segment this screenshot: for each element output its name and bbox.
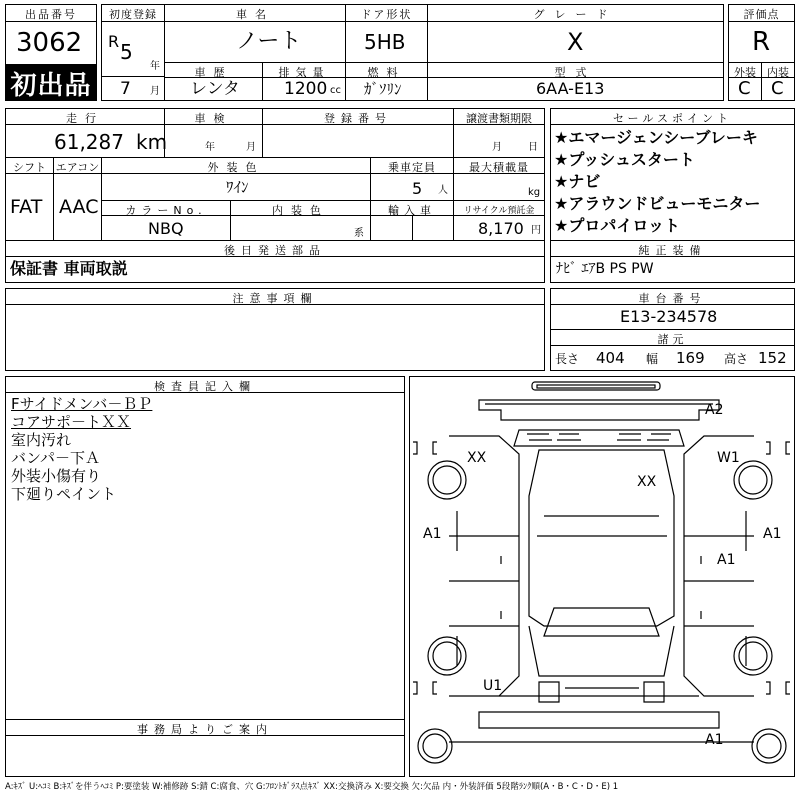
svg-text:U1: U1 (483, 678, 503, 694)
fuel-label: 燃料 (367, 66, 406, 79)
color-label: 外装色 (207, 161, 265, 174)
mileage: 61,287 (54, 130, 124, 154)
width-label: 幅 (646, 352, 659, 366)
import-label: 輸入車 (388, 204, 436, 217)
ac-label: エアコン (55, 161, 100, 174)
later-parts-label: 後日発送部品 (224, 244, 326, 257)
capacity-unit: 人 (438, 185, 448, 196)
month-unit: 月 (150, 86, 160, 97)
length-label: 長さ (555, 352, 580, 366)
reg-number-cell (262, 124, 454, 158)
equipment: ﾅﾋﾞ ｴｱB PS PW (556, 261, 654, 277)
displacement: 1200 (284, 79, 328, 99)
transfer-label: 譲渡書類期限 (466, 112, 532, 125)
width: 169 (676, 349, 705, 367)
era: R (108, 32, 120, 51)
int-color-unit: 系 (354, 228, 364, 239)
svg-text:A1: A1 (705, 732, 724, 748)
first-listing-badge: 初出品 (5, 65, 97, 101)
svg-text:A2: A2 (705, 402, 724, 418)
door-label: ドア形状 (360, 8, 413, 21)
import-cell-left (370, 215, 413, 241)
lot-number-label: 出品番号 (25, 8, 77, 21)
reg-year: 5 (120, 40, 133, 64)
model: 6AA-E13 (536, 79, 605, 98)
color-no-label: カラーNo. (125, 204, 207, 217)
inspector-line: バンパ－下Ａ (11, 449, 100, 467)
equipment-label: 純正装備 (638, 244, 707, 257)
office-cell (5, 735, 405, 777)
recycle: 8,170 (478, 219, 524, 238)
legend: A:ｷｽﾞ U:ﾍｺﾐ B:ｷｽﾞを伴うﾍｺﾐ P:要塗装 W:補修跡 S:錆 C:腐食、穴 G:ﾌﾛﾝﾄｶﾞﾗｽ点ｷｽﾞ XX:交換済み X:要交換 欠:欠品 内・外装評価 5段階ﾗﾝｸ順(A・B・C・D・E) 1 (5, 782, 619, 792)
chassis-label: 車台番号 (638, 292, 707, 305)
sales-label: セールスポイント (612, 112, 732, 125)
capacity: 5 (412, 179, 423, 198)
inspection-label: 車検 (194, 112, 233, 125)
car-name: ノート (236, 29, 302, 54)
inspector-line: Fサイドメンバ－ＢＰ (11, 395, 153, 413)
reg-number-label: 登録番号 (324, 112, 392, 125)
model-label: 型式 (554, 66, 597, 79)
sales-point: ★プロパイロット (554, 216, 681, 235)
score: R (752, 27, 771, 57)
svg-text:A1: A1 (763, 526, 782, 542)
length: 404 (596, 349, 625, 367)
score-label: 評価点 (743, 8, 780, 21)
name-label: 車名 (236, 8, 274, 21)
exterior-label: 外装 (734, 66, 756, 79)
year-unit: 年 (150, 61, 160, 72)
notes-label: 注意事項欄 (232, 292, 318, 305)
capacity-label: 乗車定員 (388, 161, 436, 174)
svg-text:XX: XX (467, 450, 487, 466)
displacement-unit: cc (330, 85, 341, 96)
inspection-month-unit: 月 (246, 142, 256, 153)
first-reg-label: 初度登録 (109, 8, 157, 21)
svg-text:A1: A1 (717, 552, 736, 568)
later-parts: 保証書 車両取説 (10, 259, 128, 278)
transfer-day-unit: 日 (528, 142, 538, 153)
svg-text:XX: XX (637, 474, 657, 490)
recycle-unit: 円 (531, 225, 541, 236)
inspector-line: 下廻りペイント (11, 485, 117, 503)
int-color-label: 内装色 (272, 204, 329, 217)
interior-score: C (771, 78, 784, 99)
color-no: NBQ (148, 219, 184, 238)
svg-text:W1: W1 (717, 450, 740, 466)
ac: AAC (59, 196, 99, 218)
door-type: 5HB (364, 30, 406, 54)
reg-month: 7 (120, 79, 131, 99)
sales-point: ★ナビ (554, 172, 601, 191)
svg-text:A1: A1 (423, 526, 442, 542)
import-cell-right (412, 215, 454, 241)
fuel: ｶﾞｿﾘﾝ (364, 80, 402, 98)
load-unit: kg (528, 187, 541, 198)
displacement-label: 排気量 (278, 66, 330, 79)
dims-label: 諸元 (657, 333, 688, 346)
chassis-number: E13-234578 (620, 307, 718, 326)
office-label: 事務局よりご案内 (137, 723, 273, 736)
inspection-year-unit: 年 (205, 142, 215, 153)
car-damage-diagram (409, 376, 795, 777)
lot-number: 3062 (16, 28, 83, 58)
sales-point: ★エマージェンシーブレーキ (554, 128, 758, 147)
transfer-month-unit: 月 (492, 142, 502, 153)
height: 152 (758, 349, 787, 367)
mileage-label: 走行 (66, 112, 104, 125)
mileage-unit: km (136, 130, 168, 154)
inspector-line: コアサポ－トＸＸ (11, 413, 132, 431)
exterior-score: C (738, 78, 751, 99)
history-label: 車歴 (194, 66, 233, 79)
grade: X (567, 28, 584, 56)
inspector-label: 検査員記入欄 (154, 380, 256, 393)
color: ﾜｲﾝ (226, 178, 249, 196)
inspector-line: 外装小傷有り (11, 467, 102, 485)
history: レンタ (190, 79, 240, 99)
notes-cell (5, 304, 545, 371)
height-label: 高さ (724, 352, 749, 366)
sales-point: ★アラウンドビューモニター (554, 194, 761, 213)
int-color-cell (230, 215, 371, 241)
inspector-line: 室内汚れ (11, 431, 72, 449)
sales-point: ★プッシュスタート (554, 150, 695, 169)
grade-label: グレード (533, 8, 618, 21)
shift-label: シフト (13, 161, 46, 174)
load-label: 最大積載量 (469, 161, 529, 174)
shift: FAT (10, 196, 43, 218)
recycle-label: リサイクル預託金 (463, 206, 535, 216)
interior-label: 内装 (767, 66, 789, 79)
